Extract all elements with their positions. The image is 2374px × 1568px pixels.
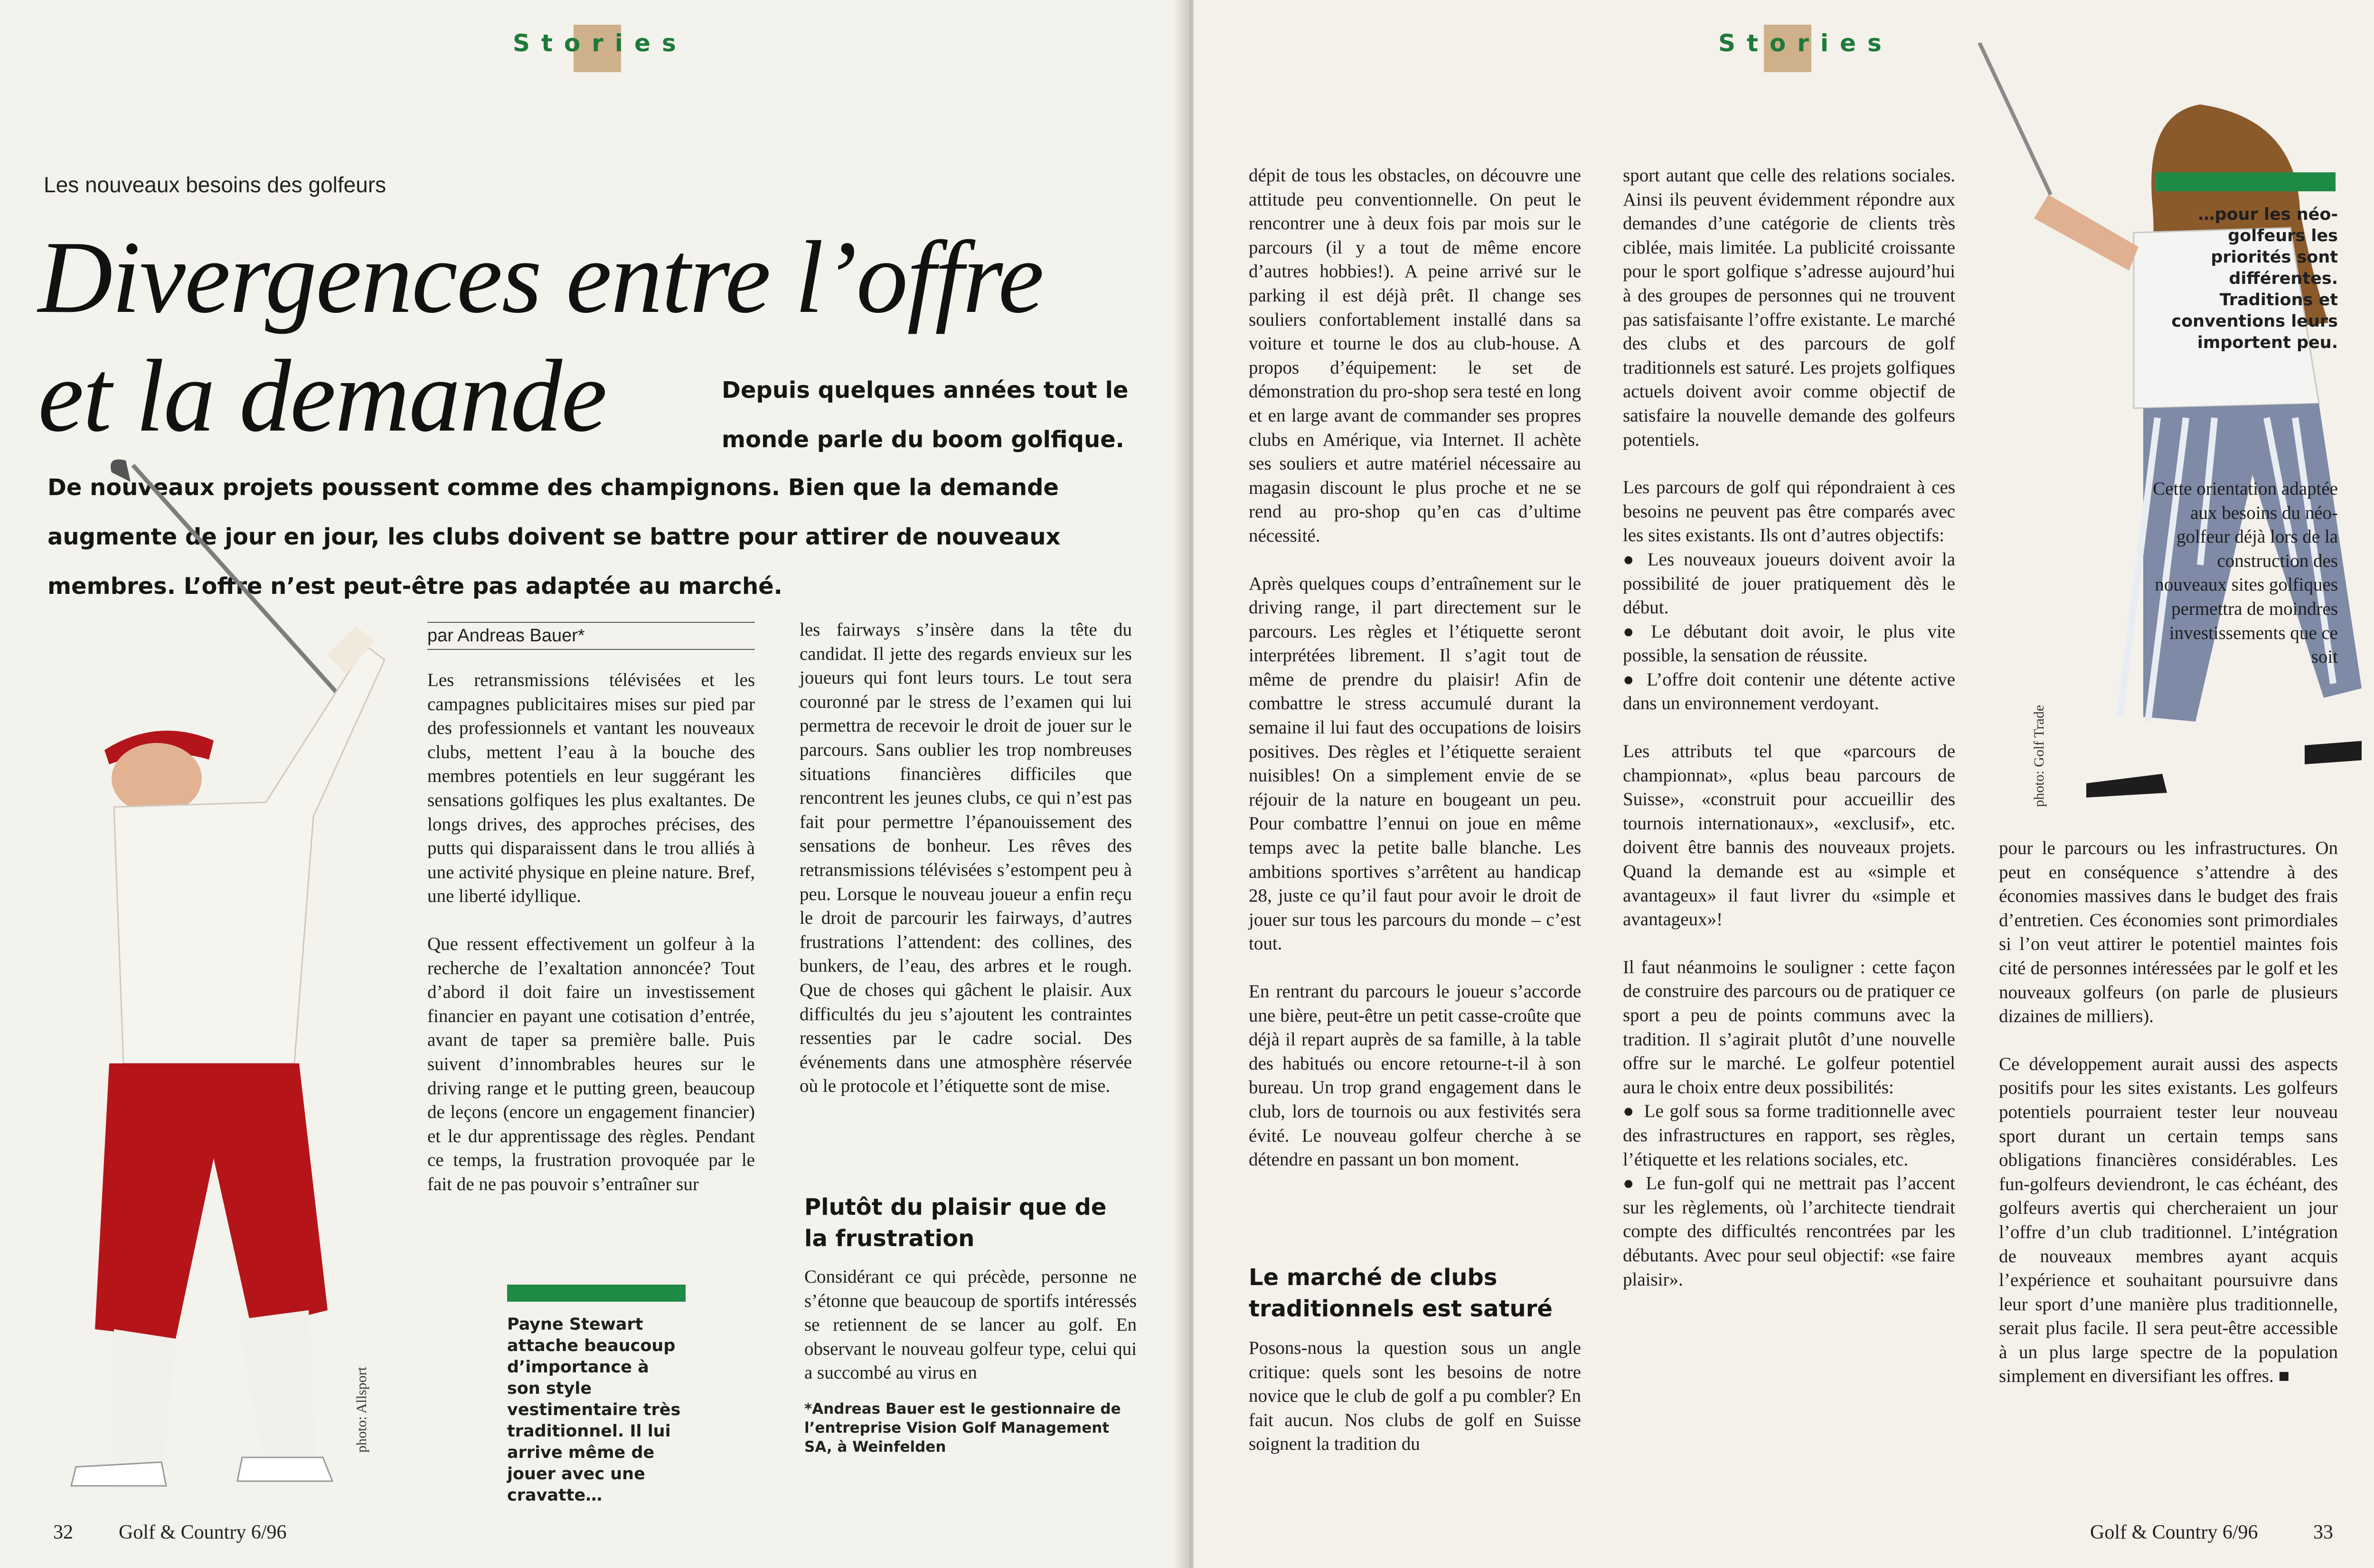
section-label: Stories <box>513 29 688 57</box>
column-1-continued: Posons-nous la question sous un angle critique: quels sont les besoins de notre novice que le club de golf a pu combler? En fait aucun. Nos clubs de golf en Suisse soignent la tradition du <box>1249 1338 1581 1455</box>
bullet-list <box>1623 548 1955 716</box>
face <box>112 743 202 814</box>
paragraph: Les parcours de golf qui répondraient à ces besoins ne peuvent pas être comparés avec les sites existants. Ils ont d’autres objectifs: <box>1623 477 1955 546</box>
white-sweater <box>114 646 385 1063</box>
column-1 <box>427 668 755 1220</box>
photo-caption: …pour les néo-golfeurs les priorités sont différentes. Traditions et conventions leurs importent peu. <box>2171 205 2338 352</box>
deck-line: monde parle du boom golfique. <box>722 426 1124 453</box>
byline: par Andreas Bauer* <box>427 622 755 650</box>
magazine-issue: Golf & Country 6/96 <box>2090 1521 2258 1543</box>
column-3 <box>1999 836 2338 1412</box>
arm <box>2034 195 2138 271</box>
subhead: Plutôt du plaisir que de la frustration <box>804 1194 1107 1252</box>
paragraph: pour le parcours ou les infrastructures. On peut en conséquence s’attendre à des économies massives dans le budget des frais d’entretien. Ces économies sont primordiales si l’on veut attirer le potentiel maintes fois cité de personnes intéressées par le golf et les nouveaux golfeurs (on parle de plusieurs dizaines de milliers). <box>1999 838 2338 1027</box>
list-item: ● Le débutant doit avoir, le plus vite possible, la sensation de réussite. <box>1623 620 1955 668</box>
photo-credit: photo: Allsport <box>354 1367 369 1453</box>
column-2-continued: Considérant ce qui précède, personne ne s’étonne que beaucoup de sportifs intéressés se retiennent de se lancer au golf. En observant le nouveau golfeur type, celui qui a succombé au virus en <box>804 1267 1137 1383</box>
fun-golfer-photo <box>1934 43 2362 826</box>
caption-bar <box>2155 172 2336 191</box>
list-item: ● Le golf sous sa forme traditionnelle avec des infrastructures en rapport, ses règles, l’étiquette et les relations sociales, etc. <box>1623 1099 1955 1172</box>
column-1 <box>1249 164 1581 1196</box>
list-item: ● Les nouveaux joueurs doivent avoir la possibilité de jouer pratiquement dès le début. <box>1623 548 1955 620</box>
paragraph: Après quelques coups d’entraînement sur le driving range, il part directement sur le parcours. Les règles et l’étiquette seront interprétées librement. Il s’agit tout de même de prendre du plaisir! Afin de combattre le stress accumulé durant la semaine il lui faut des occupations de loisirs positives. Des règles et l’étiquette seraient nuisibles! On a simplement envie de se réjouir de la nature en bougeant un peu. Pour combattre l’ennui on joue en même temps avec la petite balle blanche. Les ambitions sportives s’arrêtent au handicap 28, juste ce qu’il faut pour avoir le droit de jouer sur tous les parcours du monde – c’est tout. <box>1249 573 1581 954</box>
page-number: 33 <box>2313 1521 2333 1543</box>
paragraph: les fairways s’insère dans la tête du candidat. Il jette des regards envieux sur les joueurs qui font leurs tours. Le tout sera couronné par le stress de l’examen qui lui permettra de recevoir le droit de jouer sur le parcours. Sans oublier les trop nombreuses situations financières difficiles que rencontrent les jeunes clubs, ce qui n’est pas fait pour permettre l’épanouissement des sensations de bonheur. Les rêves des retransmissions télévisées s’estompent peu à peu. Lorsque le nouveau joueur a enfin reçu le droit de parcourir les fairways, d’autres frustrations l’attendent: des collines, des bunkers, de l’eau, des arbres et le rough. Que de choses qui gâchent le plaisir. Aux difficultés du jeu s’ajoutent les contraintes ressenties par le cadre social. Des événements dans une atmosphère réservée où le protocole et l’étiquette sont de mise. <box>800 620 1132 1097</box>
right-page <box>1194 0 2374 1568</box>
author-footnote: *Andreas Bauer est le gestionnaire de l’entreprise Vision Golf Management SA, à Weinfelden <box>804 1400 1121 1455</box>
golf-club-shaft <box>1979 43 2051 195</box>
paragraph: sport autant que celle des relations sociales. Ainsi ils peuvent évidemment répondre aux demandes d’une catégorie de clients très ciblée, mais limitée. La publicité croissante pour le sport golfique s’adresse aujourd’hui à des groupes de personnes qui ne trouvent pas satisfaisante l’offre existante. Le marché des clubs et des parcours de golf traditionnels est saturé. Les projets golfiques actuels doivent avoir comme objectif de satisfaire la nouvelle demande des golfeurs potentiels. <box>1623 165 1955 450</box>
paragraph: dépit de tous les obstacles, on découvre une attitude peu conventionnelle. On peut le rencontrer une à deux fois par mois sur le parcours (il y a tout de même encore d’autres hobbies!). A peine arrivé sur le parking il est déjà prêt. Il change ses souliers confortablement installé dans sa voiture et tourne le dos au club-house. A propos d’équipement: le set de démonstration du pro-shop sera testé en long et en large avant de commander ses propres clubs en Amérique, via Internet. Il achète ses souliers et autre matériel nécessaire au magasin discount le plus proche et ne se rend au pro-shop qu’en cas d’ultime nécessité. <box>1249 165 1581 546</box>
deck-intro <box>722 366 1130 464</box>
golf-club-shaft <box>133 465 337 693</box>
column-2 <box>800 618 1132 1122</box>
deck-line: augmente de jour en jour, les clubs doivent se battre pour attirer de nouveaux <box>47 524 1061 550</box>
kicker: Les nouveaux besoins des golfeurs <box>44 172 386 197</box>
golfer-photo <box>33 446 432 1491</box>
red-plus-fours <box>95 1063 328 1339</box>
paragraph: Les retransmissions télévisées et les campagnes publicitaires mises sur pied par des professionnels et vantant les nouveaux clubs, mettent l’eau à la bouche des membres potentiels en leur suggérant les sensations golfiques les plus exaltantes. De longs drives, des approches précises, des putts qui disparaissent dans le trou alliés à une activité physique en pleine nature. Bref, une liberté idyllique. <box>427 670 755 907</box>
deck-line: De nouveaux projets poussent comme des champignons. Bien que la demande <box>47 474 1059 501</box>
deck-line: Depuis quelques années tout le <box>722 377 1129 404</box>
list-item: ● Le fun-golf qui ne mettrait pas l’accent sur les règlements, où l’architecte tiendrait compte des difficultés rencontrées par les débutants. Avec pour seul objectif: «se faire plaisir». <box>1623 1172 1955 1292</box>
headline-line-2: et la demande <box>38 339 606 453</box>
right-shoe <box>237 1457 332 1481</box>
golf-club-head <box>111 460 131 482</box>
bullet-list <box>1623 1099 1955 1292</box>
column-2 <box>1623 164 1955 1292</box>
page-number: 32 <box>53 1521 73 1543</box>
photo-credit: photo: Golf Trade <box>2031 704 2047 807</box>
paragraph: Que ressent effectivement un golfeur à la recherche de l’exaltation annoncée? Tout d’abord il doit faire un investissement financier en payant une cotisation d’entrée, avant de taper sa première balle. Puis suivent d’innombrables heures sur le driving range et le putting green, beaucoup de leçons (encore un engagement financier) et le dur apprentissage des règles. Pendant ce temps, la frustration provoquée par le fait de ne pas pouvoir s’entraîner sur <box>427 933 755 1194</box>
subhead: Le marché de clubs traditionnels est saturé <box>1249 1264 1553 1322</box>
left-shoe <box>71 1462 166 1486</box>
photo-caption: Payne Stewart attache beaucoup d’importance à son style vestimentaire très traditionnel. Il lui arrive même de jouer avec une cravatte… <box>507 1315 681 1505</box>
column-3-wrap: Cette orientation adaptée aux besoins du néo-golfeur déjà lors de la construction des nouveaux sites golfiques permettra de moindres investissements que ce soit <box>2153 479 2338 667</box>
list-item: ● L’offre doit contenir une détente active dans un environnement verdoyant. <box>1623 668 1955 716</box>
right-shoe <box>2305 741 2362 764</box>
headline-line-1: Divergences entre l’offre <box>38 220 1044 335</box>
paragraph: En rentrant du parcours le joueur s’accorde une bière, peut-être un petit casse-croûte que déjà il repart auprès de sa famille, à la table des habitués ou encore retourne-t-il à son bureau. Un trop grand engagement dans le club, lors de tournois ou aux festivités sera évité. Le nouveau golfeur cherche à se détendre en passant un bon moment. <box>1249 981 1581 1170</box>
paragraph: Ce développement aurait aussi des aspects positifs pour les sites existants. Les golfeurs potentiels pourraient tester leur nouveau sport durant un certain temps sans obligations financières considérables. Les fun-golfeurs deviendront, le cas échéant, des golfeurs avertis qui chercheraient un jour l’offre d’un club traditionnel. L’intégration de nouveaux membres ayant acquis l’expérience et souhaitant poursuivre dans leur sport d’une manière plus traditionnelle, serait plus facile. Il sera peut-être accessible à un plus large spectre de la population simplement en diversifiant les offres. ■ <box>1999 1053 2338 1387</box>
caption-bar <box>507 1285 686 1302</box>
deck-line: membres. L’offre n’est peut-être pas adaptée au marché. <box>47 573 782 600</box>
section-label: Stories <box>1718 29 1893 57</box>
paragraph: Les attributs tel que «parcours de championnat», «plus beau parcours de Suisse», «construit pour accueillir des tournois internationaux», «exclusif», etc. doivent être bannis des nouveaux projets. Quand la demande est au «simple et avantageux» il faut livrer du «simple et avantageux»! <box>1623 741 1955 930</box>
magazine-issue: Golf & Country 6/96 <box>119 1521 287 1543</box>
left-shoe <box>2086 774 2167 798</box>
paragraph: Il faut néanmoins le souligner : cette façon de construire des parcours ou de pratiquer ce sport a peu de points communs avec la tradition. Il s’agirait plutôt d’une nouvelle offre sur le marché. Le golfeur potentiel aura le choix entre deux possibilités: <box>1623 957 1955 1098</box>
